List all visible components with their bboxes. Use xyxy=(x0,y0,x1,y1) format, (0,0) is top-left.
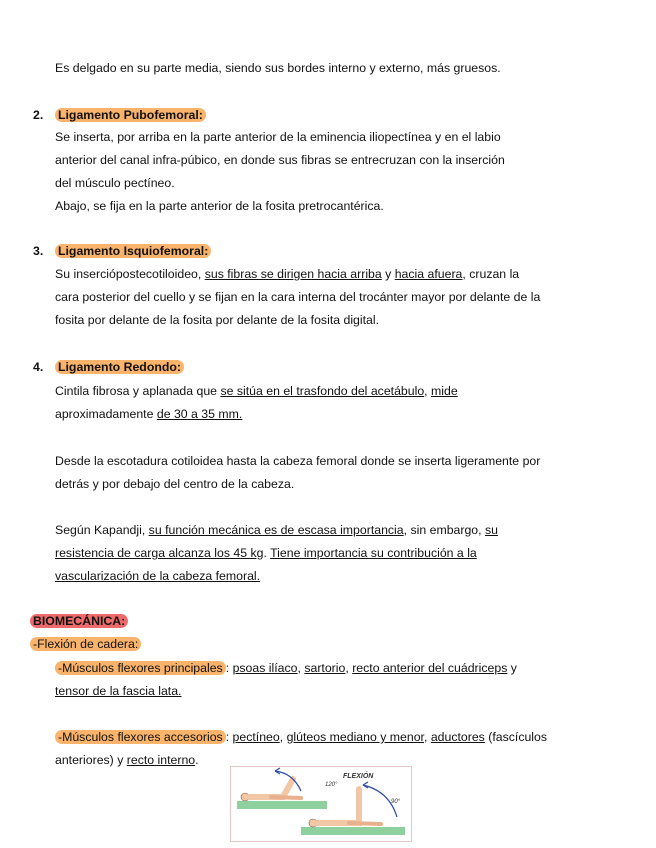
item-4-p3-line-1: Según Kapandji, su función mecánica es de escasa importancia, sin embargo, su xyxy=(55,523,498,537)
item-3-line-1: Su inserciópostecotiloideo, sus fibras se dirigen hacia arriba y hacia afuera, cruzan la xyxy=(55,267,520,281)
flexion-heading: -Flexión de cadera: xyxy=(30,637,141,651)
flexores-accesorios-line-1: -Músculos flexores accesorios : pectíneo, glúteos mediano y menor, aductores (fascículos xyxy=(55,729,547,745)
item-4-number: 4. xyxy=(33,360,44,374)
item-4-p2-line-1: Desde la escotadura cotiloidea hasta la cabeza femoral donde se inserta ligeramente por xyxy=(55,454,541,468)
hip-flexion-figure xyxy=(230,766,412,842)
flexores-accesorios-line-2: anteriores) y recto interno. xyxy=(55,753,199,767)
item-2-line-1: Se inserta, por arriba en la parte anterior de la eminencia iliopectínea y en el labio xyxy=(55,130,501,144)
intro-text: Es delgado en su parte media, siendo sus bordes interno y externo, más gruesos. xyxy=(55,61,501,75)
lower-figure-other-leg xyxy=(349,823,381,824)
item-4-line-1: Cintila fibrosa y aplanada que se sitúa en el trasfondo del acetábulo, mide xyxy=(55,384,458,398)
item-2-number: 2. xyxy=(33,108,44,122)
label-flexion: FLEXIÓN xyxy=(343,773,374,780)
item-2-line-2: anterior del canal infra-púbico, en donde sus fibras se entrecruzan con la inserción xyxy=(55,153,505,167)
biomecanica-heading: BIOMECÁNICA: xyxy=(30,614,128,628)
flexores-principales-line-1: -Músculos flexores principales : psoas ilíaco, sartorio, recto anterior del cuádriceps y xyxy=(55,660,517,676)
item-4-p3-line-2: resistencia de carga alcanza los 45 kg. Tiene importancia su contribución a la xyxy=(55,546,477,560)
upper-mat xyxy=(237,801,327,809)
label-angle-120: 120° xyxy=(325,782,338,788)
flexores-principales-line-2: tensor de la fascia lata. xyxy=(55,684,182,698)
flexores-accesorios-label: -Músculos flexores accesorios xyxy=(55,730,226,744)
upper-figure-other-leg xyxy=(271,797,301,798)
item-2-line-3: del músculo pectíneo. xyxy=(55,176,175,190)
item-3-line-2: cara posterior del cuello y se fijan en la cara interna del trocánter mayor por delante de la xyxy=(55,290,541,304)
lower-arrow-head xyxy=(363,782,368,788)
flexores-principales-label: -Músculos flexores principales xyxy=(55,661,226,675)
lower-mat xyxy=(301,827,405,835)
item-3-number: 3. xyxy=(33,244,44,258)
upper-figure-body xyxy=(249,779,293,797)
item-3-heading: Ligamento Isquiofemoral: xyxy=(55,244,211,258)
item-2-heading: Ligamento Pubofemoral: xyxy=(55,108,206,122)
item-4-p2-line-2: detrás y por debajo del centro de la cabeza. xyxy=(55,477,295,491)
item-3-line-3: fosita por delante de la fosita por delante de la fosita digital. xyxy=(55,313,380,327)
item-4-p3-line-3: vascularización de la cabeza femoral. xyxy=(55,569,261,583)
item-4-line-2: aproximadamente de 30 a 35 mm. xyxy=(55,407,243,421)
item-4-heading: Ligamento Redondo: xyxy=(55,360,184,374)
item-2-line-4: Abajo, se fija en la parte anterior de la fosita pretrocantérica. xyxy=(55,199,384,213)
label-angle-90: 90° xyxy=(391,799,401,805)
hip-flexion-illustration xyxy=(231,767,411,841)
